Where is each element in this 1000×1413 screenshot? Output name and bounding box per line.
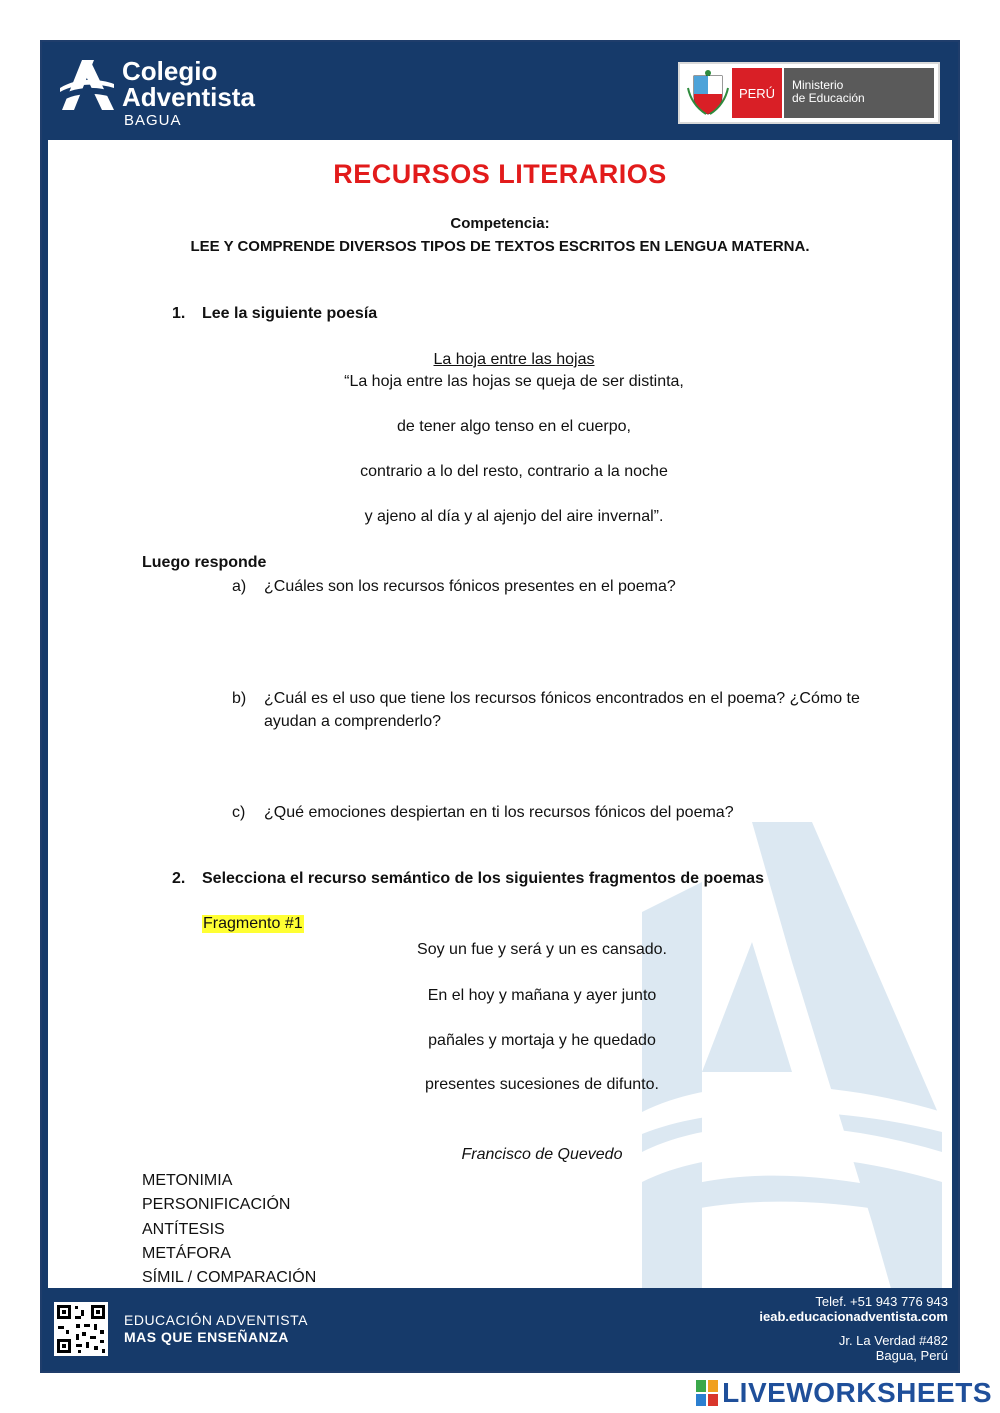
poem-line: “La hoja entre las hojas se queja de ser distinta, [344, 373, 684, 390]
poem-title: La hoja entre las hojas [433, 351, 595, 368]
section2-heading [172, 870, 764, 888]
poem-line: contrario a lo del resto, contrario a la noche [360, 463, 668, 480]
section1-number: 1. [172, 305, 186, 322]
page-title: RECURSOS LITERARIOS [333, 159, 667, 189]
logo-line1: Colegio [122, 56, 218, 86]
footer-website: ieab.educacionadventista.com [759, 1309, 948, 1324]
answer-option[interactable]: PERSONIFICACIÓN [142, 1196, 291, 1213]
logo-subtitle: BAGUA [124, 112, 182, 129]
ministry-line2: de Educación [792, 91, 865, 105]
footer-phone: Telef. +51 943 776 943 [815, 1294, 948, 1309]
question-c [232, 801, 892, 824]
competency-text: LEE Y COMPRENDE DIVERSOS TIPOS DE TEXTOS ESCRITOS EN LENGUA MATERNA. [190, 238, 810, 255]
footer-slogan-line1: EDUCACIÓN ADVENTISTA [124, 1312, 308, 1328]
qr-code-icon [54, 1302, 108, 1356]
question-letter: b) [232, 690, 247, 707]
fragment-line: Soy un fue y será y un es cansado. [417, 941, 667, 958]
section1-title: Lee la siguiente poesía [202, 305, 378, 322]
liveworksheets-wordmark: LIVEWORKSHEETS [722, 1377, 992, 1408]
fragment-label: Fragmento #1 [203, 915, 303, 932]
competency-label: Competencia: [450, 215, 550, 232]
section1-heading [172, 305, 377, 323]
question-letter: a) [232, 578, 247, 595]
footer-slogan-line2: MAS QUE ENSEÑANZA [124, 1329, 289, 1345]
poem-line: y ajeno al día y al ajenjo del aire invernal”. [364, 508, 664, 525]
question-text: ¿Cuál es el uso que tiene los recursos fónicos encontrados en el poema? ¿Cómo te ayudan a comprenderlo? [264, 690, 860, 730]
fragment-line: pañales y mortaja y he quedado [428, 1032, 656, 1049]
ministry-line1: Ministerio [792, 78, 844, 92]
fragment-line: En el hoy y mañana y ayer junto [427, 987, 657, 1004]
answer-option[interactable]: METÁFORA [142, 1245, 231, 1262]
question-letter: c) [232, 804, 246, 821]
footer-address: Jr. La Verdad #482 [838, 1333, 948, 1348]
question-b [232, 687, 892, 733]
answer-option[interactable]: METONIMIA [142, 1172, 233, 1189]
respond-label: Luego responde [142, 554, 267, 571]
fragment-line: presentes sucesiones de difunto. [425, 1076, 659, 1093]
poem-author: Francisco de Quevedo [461, 1146, 623, 1163]
liveworksheets-logo-icon [696, 1380, 718, 1406]
liveworksheets-brand [696, 1378, 992, 1408]
question-a [232, 575, 892, 598]
footer-band [42, 1288, 958, 1371]
ministry-country-label: PERÚ [732, 68, 782, 118]
section2-number: 2. [172, 870, 186, 887]
worksheet-page [40, 40, 960, 1373]
footer-city: Bagua, Perú [875, 1348, 948, 1363]
logo-line2: Adventista [122, 82, 255, 112]
worksheet-content [42, 42, 958, 1371]
question-text: ¿Cuáles son los recursos fónicos presentes en el poema? [264, 578, 676, 595]
poem-line: de tener algo tenso en el cuerpo, [397, 418, 631, 435]
section2-title: Selecciona el recurso semántico de los siguientes fragmentos de poemas [202, 870, 764, 887]
answer-option[interactable]: SÍMIL / COMPARACIÓN [142, 1269, 317, 1286]
question-text: ¿Qué emociones despiertan en ti los recursos fónicos del poema? [264, 804, 734, 821]
answer-option[interactable]: ANTÍTESIS [142, 1221, 225, 1238]
